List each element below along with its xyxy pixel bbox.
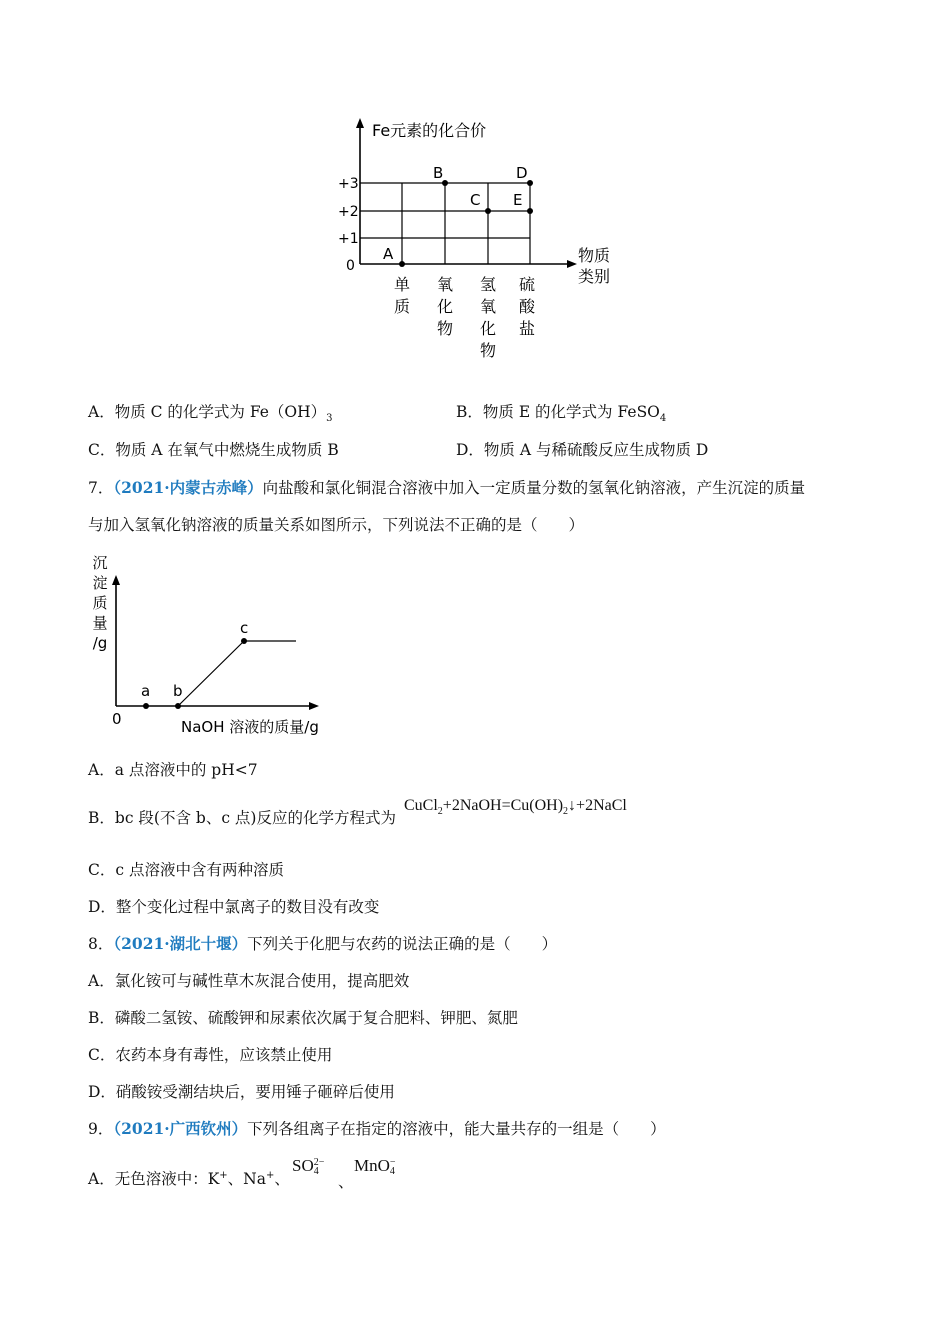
- label-c: C: [470, 191, 481, 209]
- x-axis-title: NaOH 溶液的质量/g: [181, 718, 319, 736]
- point-a: [399, 261, 405, 267]
- label-a: A: [383, 245, 394, 263]
- x-axis-title-line2: 类别: [578, 267, 611, 286]
- q7-source: （2021·内蒙古赤峰）: [113, 478, 263, 497]
- q9-source: （2021·广西钦州）: [113, 1119, 248, 1138]
- origin-label: 0: [112, 710, 122, 728]
- q9-stem: 9．（2021·广西钦州）下列各组离子在指定的溶液中，能大量共存的一组是（ ）: [88, 1119, 666, 1138]
- q9-option-a: A．无色溶液中：K+、Na+、: [88, 1170, 290, 1189]
- y-axis-char-1: 沉: [92, 554, 108, 572]
- x-axis-title-line1: 物质: [578, 246, 611, 265]
- q6-option-a: A．物质 C 的化学式为 $Fe(OH)_3$: [88, 403, 333, 425]
- q8-option-c: C．农药本身有毒性，应该禁止使用: [88, 1046, 333, 1064]
- cat-oxide: 氧: [436, 275, 454, 294]
- label-b: b: [173, 682, 183, 700]
- label-a: a: [141, 682, 151, 700]
- label-c: c: [240, 619, 249, 637]
- y-axis-char-4: 量: [92, 614, 108, 632]
- q8-option-b: B．磷酸二氢铵、硫酸钾和尿素依次属于复合肥料、钾肥、氮肥: [88, 1009, 518, 1027]
- svg-text:化: 化: [479, 319, 497, 338]
- q9-sep: 、: [338, 1173, 354, 1191]
- label-d: D: [516, 164, 528, 182]
- y-axis-char-2: 淀: [92, 574, 108, 592]
- precipitate-graph: [86, 550, 346, 740]
- fe-valence-diagram: [330, 110, 630, 370]
- q9-ion-permanganate: MnO − 4: [354, 1156, 396, 1178]
- point-d: [527, 180, 533, 186]
- y-tick-plus2: +2: [338, 204, 359, 220]
- label-e: E: [513, 191, 523, 209]
- q7-option-a: A．a 点溶液中的 pH<7: [88, 761, 258, 779]
- q8-option-a: A．氯化铵可与碱性草木灰混合使用，提高肥效: [88, 972, 410, 990]
- y-tick-zero: 0: [346, 258, 355, 274]
- svg-text:酸: 酸: [518, 297, 536, 316]
- q8-stem: 8．（2021·湖北十堰）下列关于化肥与农药的说法正确的是（ ）: [88, 934, 558, 953]
- q6-option-b: B．物质 E 的化学式为 FeSO$_4$: [456, 403, 667, 425]
- svg-text:氧: 氧: [479, 297, 497, 316]
- q6-option-c: C．物质 A 在氧气中燃烧生成物质 B: [88, 441, 339, 459]
- svg-text:盐: 盐: [518, 319, 536, 338]
- point-b: [175, 703, 181, 709]
- q7-option-b: B．bc 段(不含 b、c 点)反应的化学方程式为: [88, 809, 396, 827]
- q7-stem-line2: 与加入氢氧化钠溶液的质量关系如图所示，下列说法不正确的是（ ）: [88, 516, 585, 534]
- point-e: [527, 208, 533, 214]
- q8-option-d: D．硝酸铵受潮结块后，要用锤子砸碎后使用: [88, 1083, 395, 1101]
- q9-ion-sulfate: SO 2− 4: [292, 1156, 325, 1178]
- cat-elemental: 单: [393, 275, 411, 294]
- cat-sulfate: 硫: [518, 275, 536, 294]
- q7-option-d: D．整个变化过程中氯离子的数目没有改变: [88, 898, 380, 916]
- q7-stem-line1: 7．（2021·内蒙古赤峰）向盐酸和氯化铜混合溶液中加入一定质量分数的氢氧化钠溶液，产生沉淀的质量: [88, 478, 806, 497]
- y-axis-unit: /g: [92, 634, 108, 652]
- point-c: [241, 638, 247, 644]
- q7-option-b-equation: $CuCl_2+2NaOH=Cu(OH)_2↓+2NaCl$: [404, 797, 627, 818]
- svg-text:化: 化: [436, 297, 454, 316]
- label-b: B: [433, 164, 444, 182]
- svg-text:物: 物: [479, 341, 497, 360]
- q6-option-d: D．物质 A 与稀硫酸反应生成物质 D: [456, 441, 709, 459]
- y-axis-char-3: 质: [92, 594, 108, 612]
- y-axis-title: Fe元素的化合价: [372, 121, 487, 140]
- cat-hydroxide: 氢: [479, 275, 497, 294]
- svg-text:质: 质: [393, 297, 411, 316]
- point-a: [143, 703, 149, 709]
- q8-source: （2021·湖北十堰）: [113, 934, 248, 953]
- y-tick-plus3: +3: [338, 176, 359, 192]
- point-c: [485, 208, 491, 214]
- svg-text:物: 物: [436, 319, 454, 338]
- q7-option-c: C．c 点溶液中含有两种溶质: [88, 861, 284, 879]
- y-tick-plus1: +1: [338, 231, 359, 247]
